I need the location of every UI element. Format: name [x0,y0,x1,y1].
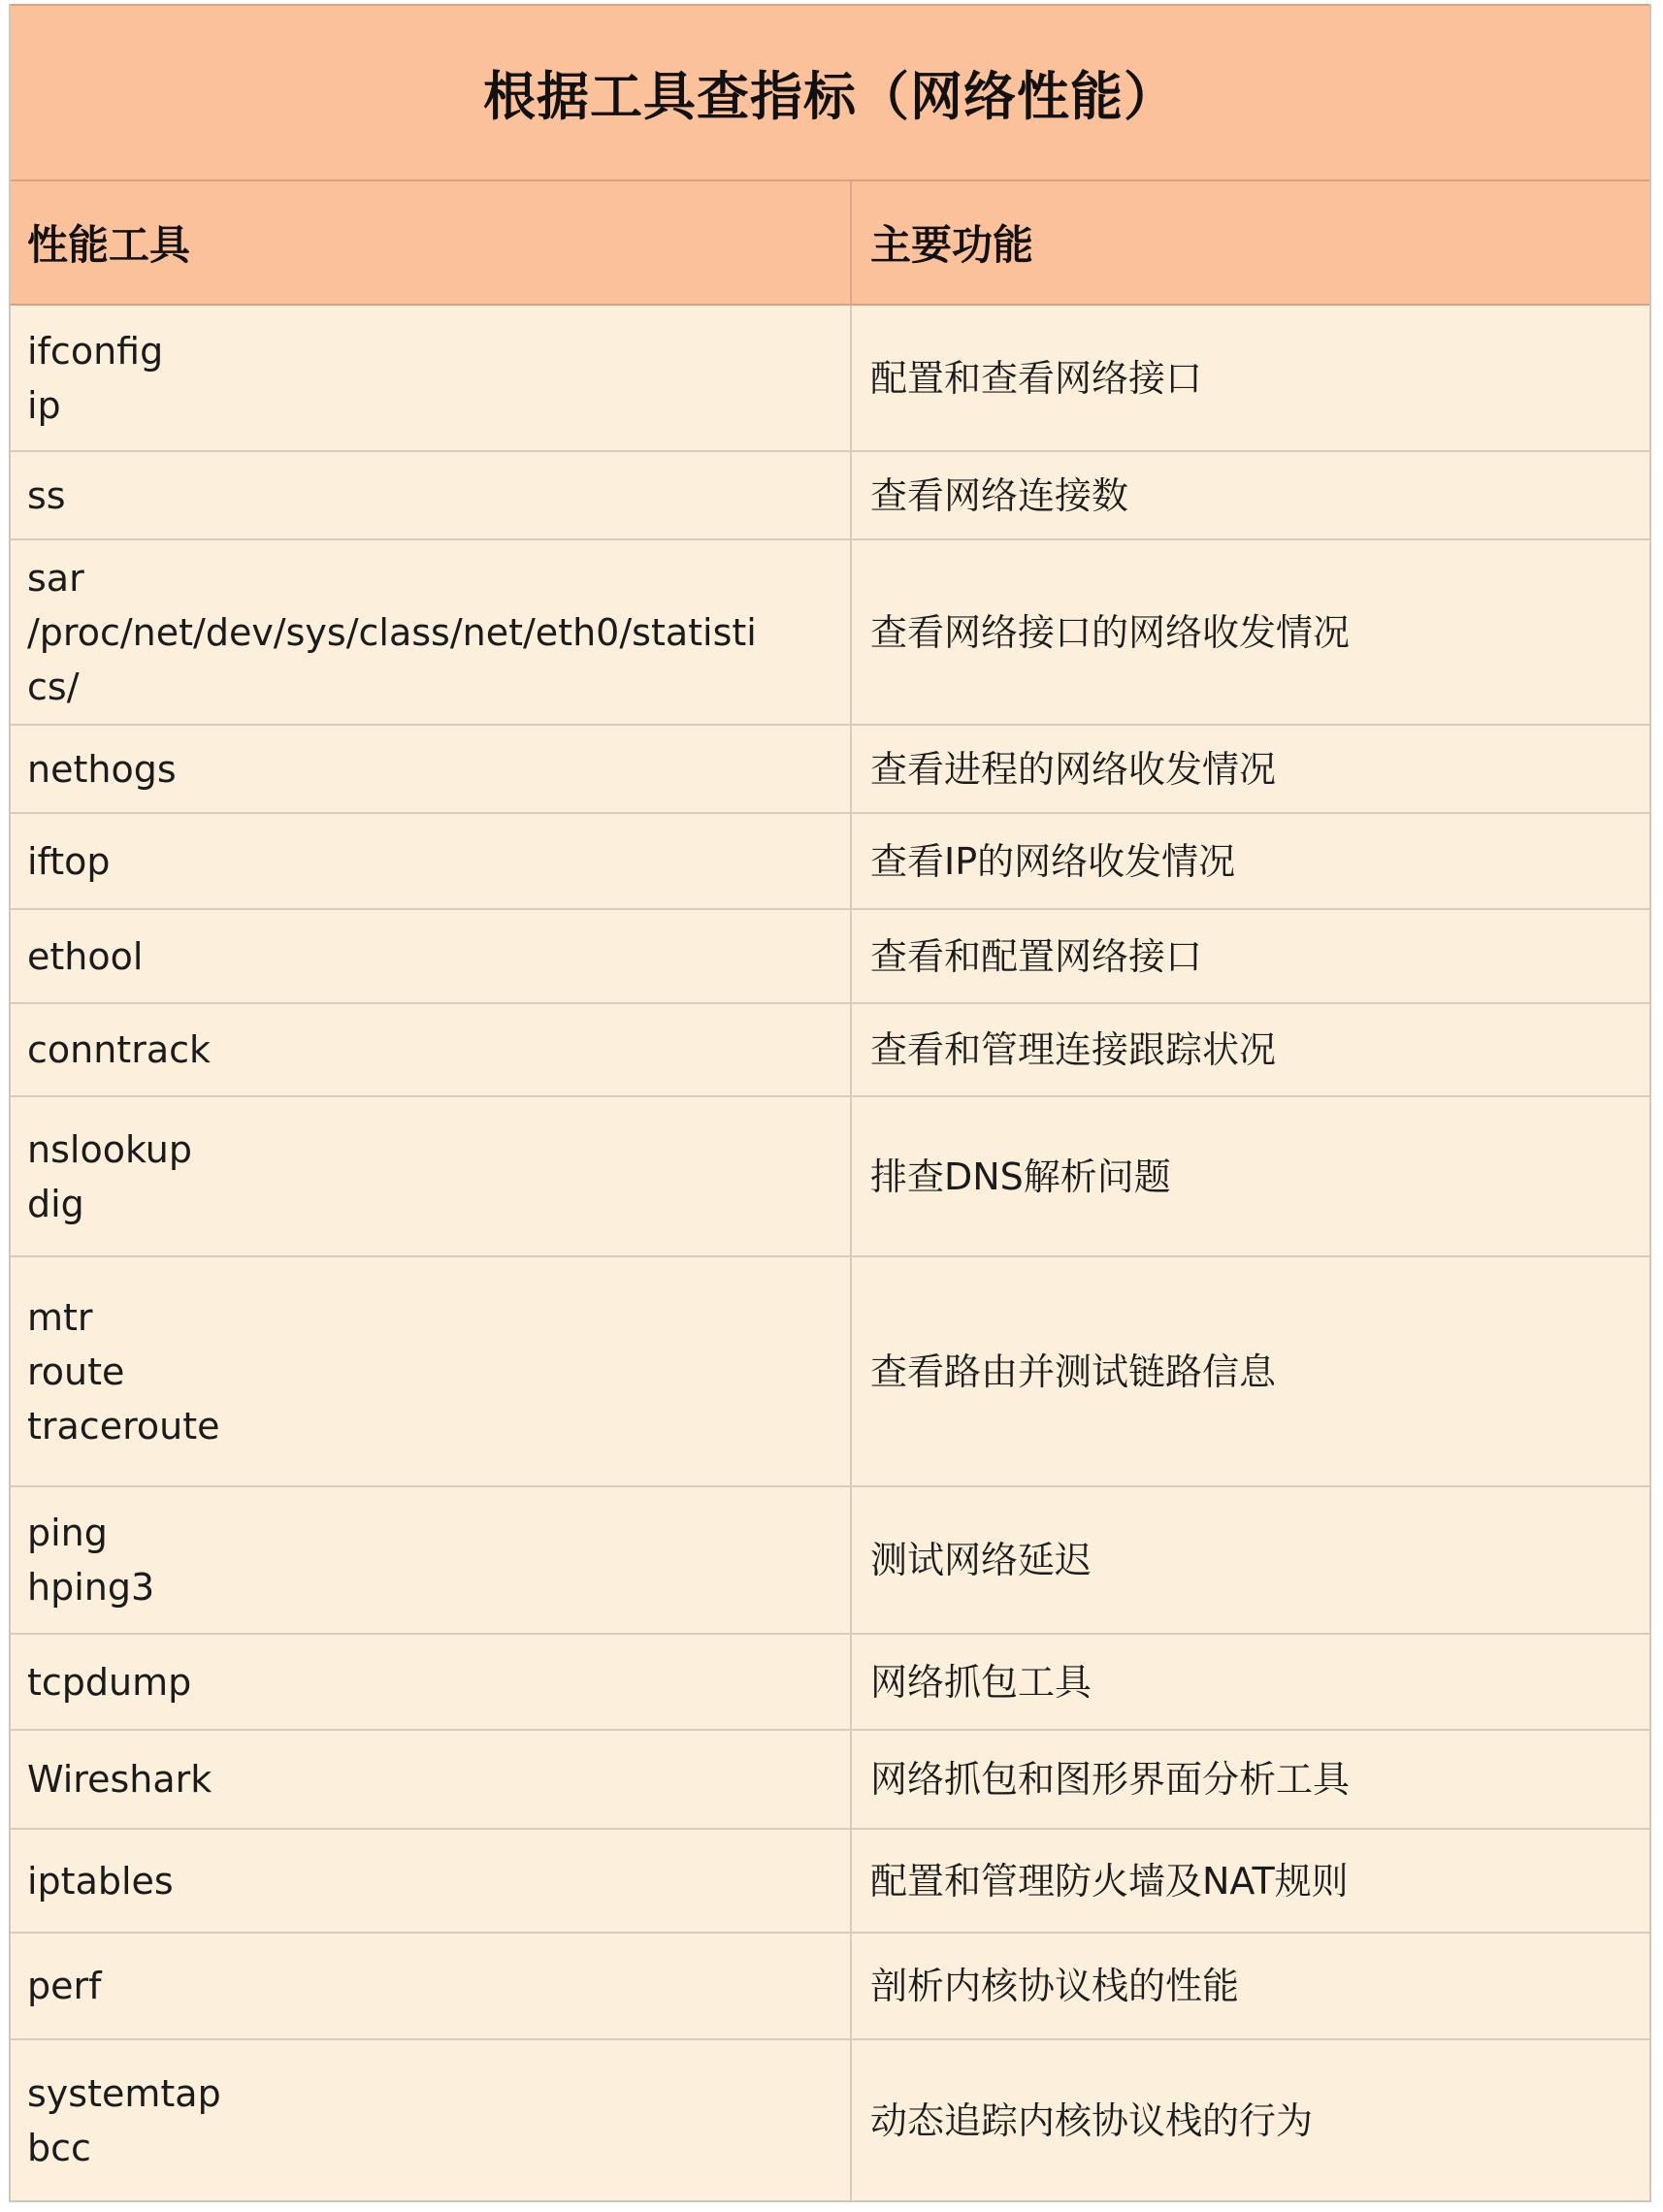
tool-name: systemtap [27,2071,221,2115]
tool-cell [11,1634,851,1730]
function-cell: 查看进程的网络收发情况 [851,725,1649,813]
tool-cell [11,1256,851,1486]
tool-name: sar [27,556,84,600]
table-header-row [11,181,1649,305]
function-cell: 测试网络延迟 [851,1486,1649,1634]
tool-name: ss [27,473,66,517]
tool-name: /proc/net/dev/sys/class/net/eth0/statisti [27,610,757,654]
table-row [11,305,1649,451]
tool-cell [11,1003,851,1096]
table-row [11,1730,1649,1829]
tool-name: hping3 [27,1566,155,1609]
table-row [11,1634,1649,1730]
tool-name: Wireshark [27,1758,212,1801]
table-body [11,305,1649,2200]
table-row [11,539,1649,725]
network-tools-table-card [9,4,1651,2202]
table-row [11,1096,1649,1256]
tool-name: cs/ [27,665,80,708]
table-row [11,1829,1649,1933]
table-row [11,909,1649,1003]
table-row [11,451,1649,539]
function-cell: 查看网络接口的网络收发情况 [851,539,1649,725]
function-cell: 查看网络连接数 [851,451,1649,539]
function-cell: 配置和查看网络接口 [851,305,1649,451]
table-row [11,725,1649,813]
tool-cell [11,725,851,813]
tool-cell [11,813,851,909]
tool-name: perf [27,1965,102,2007]
tool-name: mtr [27,1295,93,1339]
tool-cell [11,1730,851,1829]
tool-name: ping [27,1512,108,1554]
table-title-bar [11,4,1649,181]
tool-name: ethool [27,934,144,978]
tool-name: iptables [27,1859,174,1903]
table-row [11,1933,1649,2039]
tool-cell [11,909,851,1003]
header-function: 主要功能 [851,181,1649,305]
tool-cell [11,1933,851,2039]
tool-name: nethogs [27,747,177,791]
table-row [11,1256,1649,1486]
tool-name: bcc [27,2126,91,2169]
tool-cell [11,1486,851,1634]
tool-cell [11,451,851,539]
table-row [11,2039,1649,2200]
table-row [11,813,1649,909]
function-cell: 配置和管理防火墙及NAT规则 [851,1829,1649,1933]
table-row [11,1486,1649,1634]
header-tool: 性能工具 [11,181,851,305]
tool-cell [11,2039,851,2200]
function-cell: 排查DNS解析问题 [851,1096,1649,1256]
table-row [11,1003,1649,1096]
tool-cell [11,539,851,725]
tool-name: route [27,1350,125,1393]
function-cell: 剖析内核协议栈的性能 [851,1933,1649,2039]
function-cell: 查看和管理连接跟踪状况 [851,1003,1649,1096]
function-cell: 查看和配置网络接口 [851,909,1649,1003]
tool-name: conntrack [27,1028,212,1071]
function-cell: 网络抓包和图形界面分析工具 [851,1730,1649,1829]
tool-cell [11,1829,851,1933]
function-cell: 查看IP的网络收发情况 [851,813,1649,909]
tool-name: ip [27,383,61,427]
table-title: 根据工具查指标（网络性能） [483,66,1177,127]
tool-name: nslookup [27,1127,192,1171]
tool-name: ifconfig [27,329,164,373]
tool-name: tcpdump [27,1660,192,1704]
tool-cell [11,1096,851,1256]
function-cell: 网络抓包工具 [851,1634,1649,1730]
tool-name: dig [27,1182,84,1225]
tool-name: iftop [27,839,111,883]
tool-name: traceroute [27,1404,220,1448]
function-cell: 动态追踪内核协议栈的行为 [851,2039,1649,2200]
function-cell: 查看路由并测试链路信息 [851,1256,1649,1486]
network-tools-table [11,181,1649,2200]
tool-cell [11,305,851,451]
